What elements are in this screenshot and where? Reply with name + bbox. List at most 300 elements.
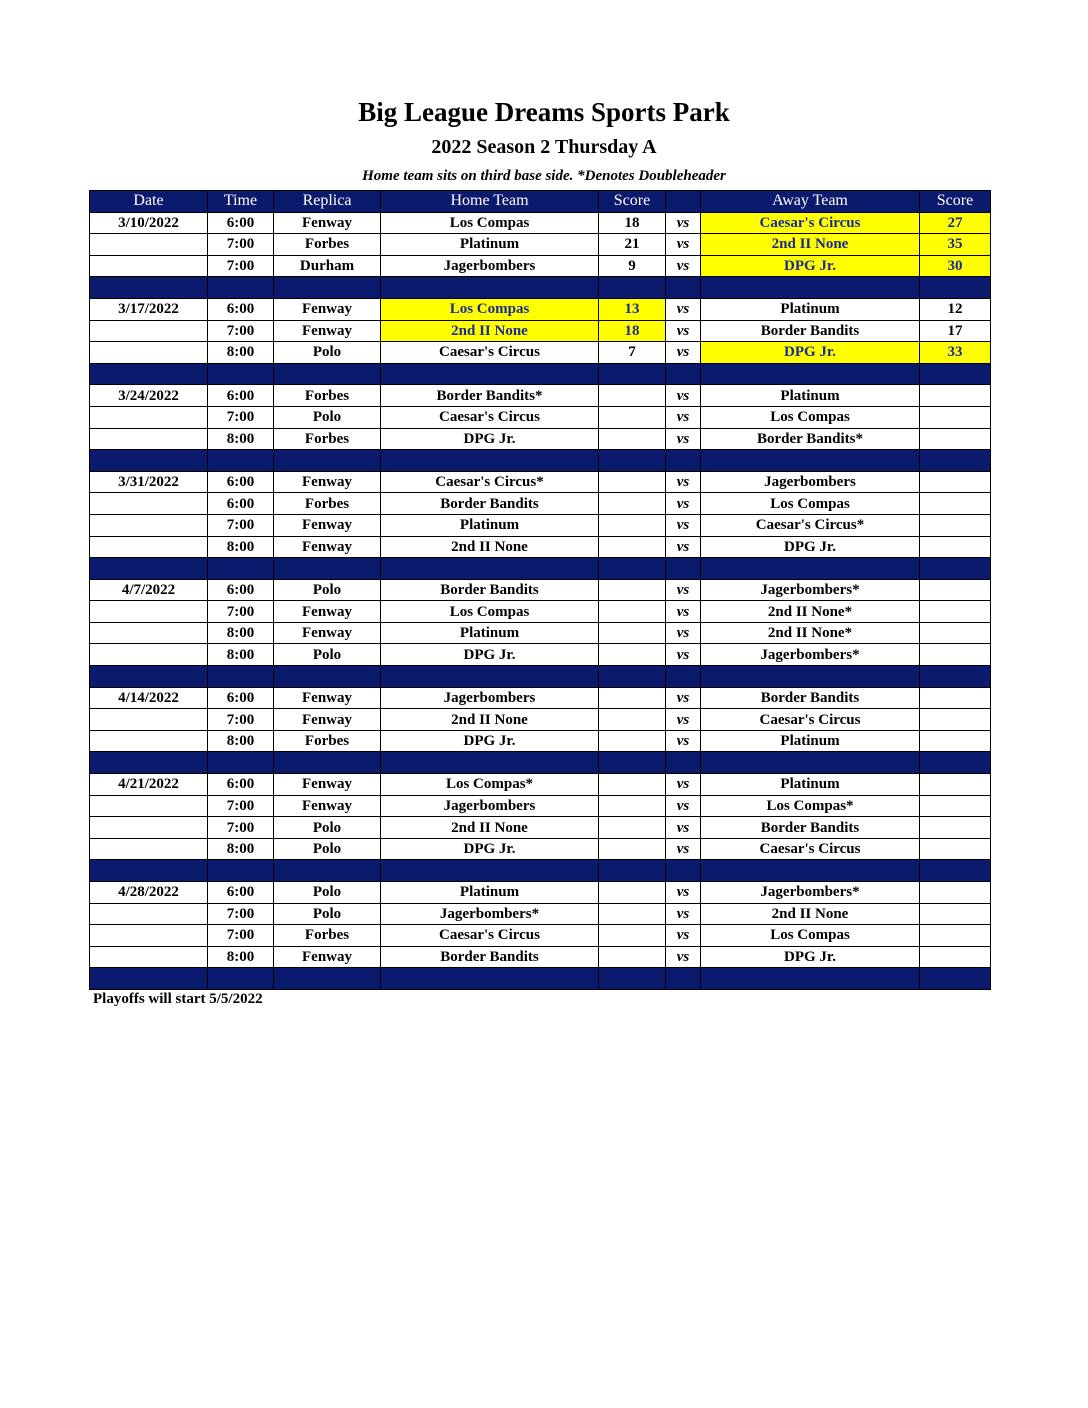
game-time: 7:00 <box>208 255 274 277</box>
vs-label: vs <box>666 255 701 277</box>
game-row <box>90 730 991 752</box>
away-team: Platinum <box>701 774 920 796</box>
game-date: 3/24/2022 <box>90 385 208 407</box>
home-team: Jagerbombers <box>381 255 599 277</box>
vs-label: vs <box>666 882 701 904</box>
separator-cell <box>208 752 274 774</box>
away-score: 17 <box>920 320 991 342</box>
doubleheader-note: Home team sits on third base side. *Denotes Doubleheader <box>362 168 726 184</box>
home-team: Platinum <box>381 234 599 256</box>
game-row <box>90 406 991 428</box>
game-row <box>90 795 991 817</box>
home-score <box>599 385 666 407</box>
game-date <box>90 536 208 558</box>
game-time: 8:00 <box>208 838 274 860</box>
away-score <box>920 687 991 709</box>
header-date: Date <box>90 191 208 213</box>
home-score <box>599 925 666 947</box>
game-row <box>90 622 991 644</box>
vs-label: vs <box>666 212 701 234</box>
away-score <box>920 925 991 947</box>
game-time: 8:00 <box>208 730 274 752</box>
away-team: 2nd II None* <box>701 601 920 623</box>
game-date <box>90 925 208 947</box>
home-team: Border Bandits <box>381 946 599 968</box>
schedule-body <box>90 212 991 989</box>
game-row <box>90 709 991 731</box>
game-date: 4/28/2022 <box>90 882 208 904</box>
game-field: Fenway <box>274 687 381 709</box>
game-row <box>90 320 991 342</box>
game-field: Fenway <box>274 514 381 536</box>
game-row <box>90 298 991 320</box>
away-team: 2nd II None <box>701 903 920 925</box>
away-score <box>920 838 991 860</box>
away-team: 2nd II None* <box>701 622 920 644</box>
game-time: 6:00 <box>208 471 274 493</box>
vs-label: vs <box>666 903 701 925</box>
week-separator <box>90 363 991 385</box>
separator-cell <box>208 277 274 299</box>
vs-label: vs <box>666 428 701 450</box>
separator-cell <box>274 450 381 472</box>
home-team: Platinum <box>381 882 599 904</box>
vs-label: vs <box>666 774 701 796</box>
game-time: 6:00 <box>208 385 274 407</box>
separator-cell <box>381 860 599 882</box>
game-date: 4/14/2022 <box>90 687 208 709</box>
separator-cell <box>381 666 599 688</box>
away-team: DPG Jr. <box>701 946 920 968</box>
separator-cell <box>701 752 920 774</box>
separator-cell <box>701 968 920 990</box>
game-date <box>90 601 208 623</box>
vs-label: vs <box>666 644 701 666</box>
game-date <box>90 709 208 731</box>
separator-cell <box>381 277 599 299</box>
header-home-team: Home Team <box>381 191 599 213</box>
separator-cell <box>381 363 599 385</box>
home-score <box>599 946 666 968</box>
game-time: 6:00 <box>208 687 274 709</box>
header-time: Time <box>208 191 274 213</box>
week-separator <box>90 277 991 299</box>
game-time: 8:00 <box>208 946 274 968</box>
separator-cell <box>599 968 666 990</box>
home-team: Caesar's Circus <box>381 342 599 364</box>
separator-cell <box>90 558 208 580</box>
game-date <box>90 234 208 256</box>
away-team: Caesar's Circus* <box>701 514 920 536</box>
game-field: Fenway <box>274 471 381 493</box>
separator-cell <box>208 363 274 385</box>
game-date <box>90 817 208 839</box>
separator-cell <box>599 450 666 472</box>
vs-label: vs <box>666 536 701 558</box>
game-field: Fenway <box>274 320 381 342</box>
away-team: Platinum <box>701 298 920 320</box>
header-row <box>90 191 991 213</box>
separator-cell <box>701 666 920 688</box>
game-field: Forbes <box>274 385 381 407</box>
home-team: Border Bandits* <box>381 385 599 407</box>
separator-cell <box>381 752 599 774</box>
game-field: Polo <box>274 406 381 428</box>
game-field: Polo <box>274 342 381 364</box>
week-separator <box>90 666 991 688</box>
separator-cell <box>701 558 920 580</box>
home-score <box>599 709 666 731</box>
away-team: Border Bandits <box>701 687 920 709</box>
game-row <box>90 925 991 947</box>
game-date <box>90 342 208 364</box>
away-team: Jagerbombers <box>701 471 920 493</box>
game-time: 7:00 <box>208 601 274 623</box>
game-date <box>90 838 208 860</box>
game-field: Polo <box>274 579 381 601</box>
separator-cell <box>208 968 274 990</box>
away-team: Platinum <box>701 730 920 752</box>
game-row <box>90 471 991 493</box>
vs-label: vs <box>666 320 701 342</box>
game-date: 3/10/2022 <box>90 212 208 234</box>
vs-label: vs <box>666 579 701 601</box>
game-time: 7:00 <box>208 795 274 817</box>
vs-label: vs <box>666 493 701 515</box>
game-row <box>90 817 991 839</box>
away-score <box>920 406 991 428</box>
away-team: 2nd II None <box>701 234 920 256</box>
header-home-score: Score <box>599 191 666 213</box>
game-row <box>90 428 991 450</box>
away-score <box>920 903 991 925</box>
separator-cell <box>666 558 701 580</box>
game-time: 6:00 <box>208 882 274 904</box>
game-field: Fenway <box>274 622 381 644</box>
vs-label: vs <box>666 514 701 536</box>
home-team: DPG Jr. <box>381 428 599 450</box>
game-time: 8:00 <box>208 644 274 666</box>
game-field: Fenway <box>274 709 381 731</box>
game-row <box>90 687 991 709</box>
game-date <box>90 428 208 450</box>
header-replica: Replica <box>274 191 381 213</box>
separator-cell <box>381 968 599 990</box>
game-date <box>90 946 208 968</box>
home-score <box>599 882 666 904</box>
home-score: 21 <box>599 234 666 256</box>
game-time: 6:00 <box>208 774 274 796</box>
home-score <box>599 795 666 817</box>
game-field: Polo <box>274 882 381 904</box>
home-score <box>599 601 666 623</box>
home-team: Los Compas <box>381 298 599 320</box>
away-score <box>920 644 991 666</box>
vs-label: vs <box>666 946 701 968</box>
home-score: 13 <box>599 298 666 320</box>
away-score: 33 <box>920 342 991 364</box>
separator-cell <box>666 752 701 774</box>
home-score <box>599 471 666 493</box>
away-score <box>920 622 991 644</box>
header-vs <box>666 191 701 213</box>
away-team: Border Bandits <box>701 817 920 839</box>
game-time: 7:00 <box>208 406 274 428</box>
home-team: Jagerbombers <box>381 795 599 817</box>
home-score <box>599 817 666 839</box>
home-score <box>599 406 666 428</box>
away-score: 35 <box>920 234 991 256</box>
away-score <box>920 385 991 407</box>
away-team: DPG Jr. <box>701 536 920 558</box>
home-team: Platinum <box>381 622 599 644</box>
away-score <box>920 471 991 493</box>
separator-cell <box>90 752 208 774</box>
home-team: 2nd II None <box>381 709 599 731</box>
away-team: Los Compas <box>701 406 920 428</box>
game-date <box>90 255 208 277</box>
vs-label: vs <box>666 925 701 947</box>
game-row <box>90 385 991 407</box>
home-team: 2nd II None <box>381 817 599 839</box>
game-time: 8:00 <box>208 622 274 644</box>
away-score <box>920 774 991 796</box>
game-field: Fenway <box>274 601 381 623</box>
home-team: Border Bandits <box>381 579 599 601</box>
game-date: 4/7/2022 <box>90 579 208 601</box>
game-time: 7:00 <box>208 817 274 839</box>
game-time: 7:00 <box>208 709 274 731</box>
header-away-team: Away Team <box>701 191 920 213</box>
game-row <box>90 946 991 968</box>
home-score <box>599 428 666 450</box>
home-team: Platinum <box>381 514 599 536</box>
game-date <box>90 493 208 515</box>
home-team: Los Compas <box>381 212 599 234</box>
game-row <box>90 493 991 515</box>
playoffs-note: Playoffs will start 5/5/2022 <box>93 991 263 1007</box>
game-date <box>90 406 208 428</box>
home-team: Los Compas* <box>381 774 599 796</box>
game-date: 3/31/2022 <box>90 471 208 493</box>
game-time: 6:00 <box>208 212 274 234</box>
away-score <box>920 730 991 752</box>
away-team: Jagerbombers* <box>701 644 920 666</box>
vs-label: vs <box>666 342 701 364</box>
game-row <box>90 838 991 860</box>
separator-cell <box>274 558 381 580</box>
separator-cell <box>90 363 208 385</box>
game-time: 8:00 <box>208 536 274 558</box>
game-row <box>90 255 991 277</box>
vs-label: vs <box>666 234 701 256</box>
week-separator <box>90 968 991 990</box>
game-time: 8:00 <box>208 428 274 450</box>
home-score: 9 <box>599 255 666 277</box>
week-separator <box>90 450 991 472</box>
game-field: Fenway <box>274 795 381 817</box>
away-score <box>920 579 991 601</box>
separator-cell <box>90 968 208 990</box>
game-date <box>90 320 208 342</box>
game-date <box>90 622 208 644</box>
vs-label: vs <box>666 406 701 428</box>
game-row <box>90 579 991 601</box>
game-field: Durham <box>274 255 381 277</box>
separator-cell <box>90 277 208 299</box>
game-row <box>90 514 991 536</box>
vs-label: vs <box>666 687 701 709</box>
game-field: Polo <box>274 903 381 925</box>
away-score <box>920 601 991 623</box>
separator-cell <box>920 666 991 688</box>
game-field: Forbes <box>274 925 381 947</box>
game-date <box>90 514 208 536</box>
vs-label: vs <box>666 385 701 407</box>
vs-label: vs <box>666 601 701 623</box>
separator-cell <box>599 666 666 688</box>
away-team: Jagerbombers* <box>701 882 920 904</box>
week-separator <box>90 752 991 774</box>
separator-cell <box>599 363 666 385</box>
separator-cell <box>666 860 701 882</box>
game-date <box>90 730 208 752</box>
game-time: 7:00 <box>208 903 274 925</box>
separator-cell <box>274 968 381 990</box>
away-team: Los Compas <box>701 493 920 515</box>
game-date: 3/17/2022 <box>90 298 208 320</box>
week-separator <box>90 860 991 882</box>
separator-cell <box>701 363 920 385</box>
home-team: Caesar's Circus* <box>381 471 599 493</box>
away-team: Platinum <box>701 385 920 407</box>
away-score <box>920 795 991 817</box>
separator-cell <box>274 666 381 688</box>
separator-cell <box>90 860 208 882</box>
separator-cell <box>920 558 991 580</box>
away-team: DPG Jr. <box>701 255 920 277</box>
home-score <box>599 644 666 666</box>
away-team: Caesar's Circus <box>701 709 920 731</box>
home-score <box>599 493 666 515</box>
week-separator <box>90 558 991 580</box>
home-score: 18 <box>599 212 666 234</box>
separator-cell <box>208 860 274 882</box>
away-score: 30 <box>920 255 991 277</box>
separator-cell <box>274 363 381 385</box>
separator-cell <box>920 752 991 774</box>
separator-cell <box>920 968 991 990</box>
schedule-table <box>89 190 991 990</box>
home-score: 18 <box>599 320 666 342</box>
away-team: Border Bandits <box>701 320 920 342</box>
game-field: Fenway <box>274 774 381 796</box>
home-score <box>599 838 666 860</box>
game-field: Forbes <box>274 493 381 515</box>
away-score <box>920 882 991 904</box>
game-field: Polo <box>274 838 381 860</box>
away-score <box>920 514 991 536</box>
separator-cell <box>701 450 920 472</box>
separator-cell <box>599 558 666 580</box>
home-score <box>599 514 666 536</box>
separator-cell <box>920 450 991 472</box>
away-score <box>920 946 991 968</box>
separator-cell <box>274 277 381 299</box>
home-score <box>599 903 666 925</box>
home-team: DPG Jr. <box>381 730 599 752</box>
separator-cell <box>701 860 920 882</box>
away-score <box>920 428 991 450</box>
game-time: 7:00 <box>208 234 274 256</box>
game-row <box>90 903 991 925</box>
game-row <box>90 234 991 256</box>
game-time: 6:00 <box>208 579 274 601</box>
away-score <box>920 817 991 839</box>
home-team: Caesar's Circus <box>381 406 599 428</box>
game-field: Forbes <box>274 730 381 752</box>
vs-label: vs <box>666 730 701 752</box>
away-score: 27 <box>920 212 991 234</box>
game-row <box>90 644 991 666</box>
separator-cell <box>701 277 920 299</box>
game-row <box>90 212 991 234</box>
header-away-score: Score <box>920 191 991 213</box>
separator-cell <box>90 450 208 472</box>
away-score <box>920 709 991 731</box>
game-row <box>90 342 991 364</box>
vs-label: vs <box>666 298 701 320</box>
away-team: Caesar's Circus <box>701 212 920 234</box>
game-field: Fenway <box>274 536 381 558</box>
page-title: Big League Dreams Sports Park <box>358 97 730 127</box>
separator-cell <box>599 860 666 882</box>
home-team: DPG Jr. <box>381 644 599 666</box>
vs-label: vs <box>666 471 701 493</box>
vs-label: vs <box>666 795 701 817</box>
separator-cell <box>666 666 701 688</box>
separator-cell <box>599 277 666 299</box>
separator-cell <box>90 666 208 688</box>
home-team: Border Bandits <box>381 493 599 515</box>
game-row <box>90 536 991 558</box>
game-row <box>90 882 991 904</box>
game-time: 6:00 <box>208 298 274 320</box>
separator-cell <box>666 277 701 299</box>
home-team: Jagerbombers <box>381 687 599 709</box>
separator-cell <box>208 666 274 688</box>
away-score <box>920 536 991 558</box>
game-field: Polo <box>274 817 381 839</box>
game-time: 6:00 <box>208 493 274 515</box>
away-team: Los Compas* <box>701 795 920 817</box>
game-field: Fenway <box>274 946 381 968</box>
game-time: 7:00 <box>208 925 274 947</box>
away-team: Caesar's Circus <box>701 838 920 860</box>
separator-cell <box>381 450 599 472</box>
game-date: 4/21/2022 <box>90 774 208 796</box>
home-team: DPG Jr. <box>381 838 599 860</box>
away-team: Los Compas <box>701 925 920 947</box>
game-row <box>90 774 991 796</box>
home-team: Jagerbombers* <box>381 903 599 925</box>
game-time: 7:00 <box>208 320 274 342</box>
separator-cell <box>920 860 991 882</box>
separator-cell <box>274 752 381 774</box>
away-team: DPG Jr. <box>701 342 920 364</box>
game-date <box>90 644 208 666</box>
home-score <box>599 579 666 601</box>
